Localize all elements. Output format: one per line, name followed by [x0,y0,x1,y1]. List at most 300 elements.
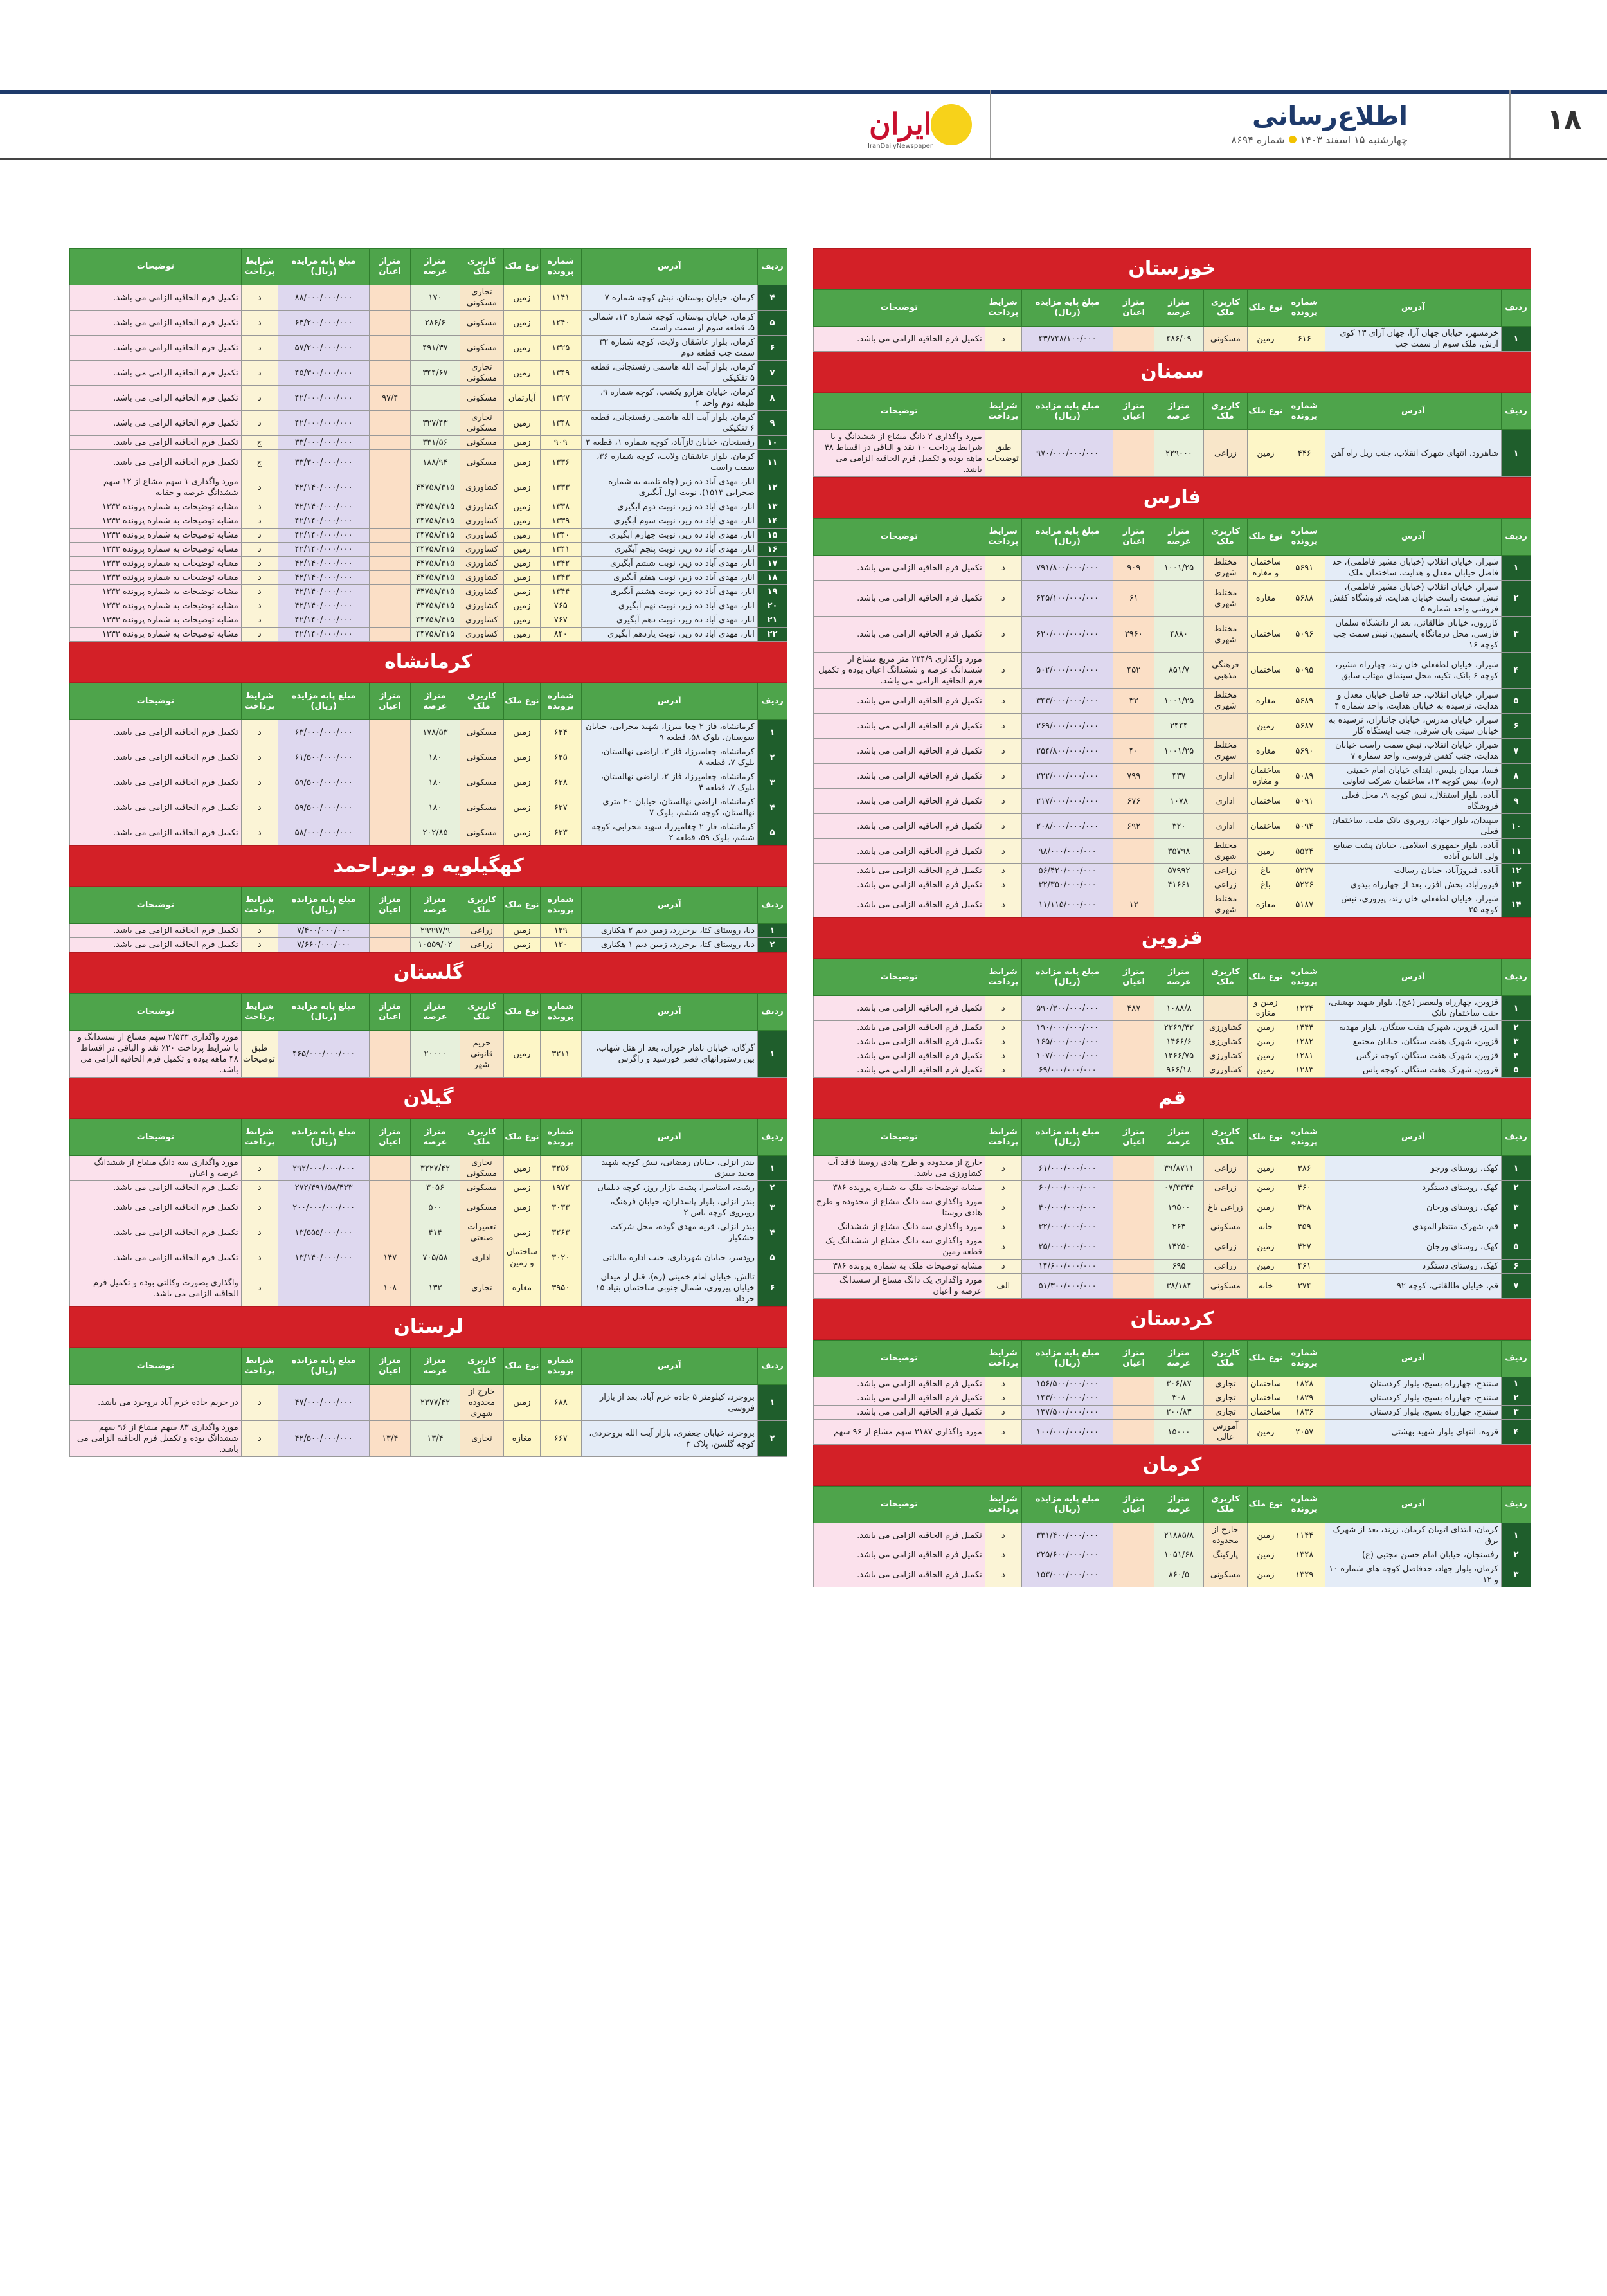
column-header: شرایط پرداخت [241,683,278,720]
table-row [814,1220,1531,1234]
province-banner: کرمانشاه [69,642,787,683]
table-cell: زمین [503,1181,540,1195]
table-cell: ۱۸ [757,571,787,585]
table-cell: ۱۳۰ [540,938,581,952]
table-cell [1113,1406,1154,1420]
table-cell: ساختمان [1247,814,1284,839]
column-header: مبلغ پایه مزایده (ریال) [278,249,370,285]
table-cell [370,585,411,599]
auction-table [69,1119,787,1306]
table-cell: ۴۲/۱۴۰/۰۰۰/۰۰۰ [278,571,370,585]
table-cell: مسکونی [460,336,503,361]
table-cell: ۱۲۸۳ [1284,1063,1325,1078]
table-cell: د [985,1021,1021,1035]
table-row [70,1031,787,1078]
table-cell: ۴۵۹ [1284,1220,1325,1234]
table-cell: ۲۱۷/۰۰۰/۰۰۰/۰۰۰ [1021,789,1113,814]
table-cell: مغازه [1247,739,1284,764]
table-cell: ۶ [1501,714,1531,739]
table-cell: تکمیل فرم الحاقیه الزامی می باشد. [814,556,985,581]
table-cell: ۳۹۵۰ [540,1270,581,1306]
table-cell: ۱۳/۵۵۵/۰۰۰/۰۰۰ [278,1220,370,1245]
column-header: کاربری ملک [1203,1119,1247,1156]
table-cell: فسا، میدان بلیس، ابتدای خیابان امام خمینی (ره)، نبش کوچه ۱۲، ساختمان شرکت تعاونی [1325,764,1501,789]
column-header: کاربری ملک [1203,290,1247,327]
table-cell: کشاورزی [460,571,503,585]
table-cell: ۴۲/۱۴۰/۰۰۰/۰۰۰ [278,557,370,571]
table-cell: ۴۴۷۵۸/۳۱۵ [411,557,460,571]
column-header: متراژ عرصه [411,249,460,285]
table-cell [370,770,411,795]
table-cell: مسکونی [460,1195,503,1220]
table-cell: ۵۰۹۵ [1284,653,1325,689]
table-cell: ۵۹/۵۰۰/۰۰۰/۰۰۰ [278,795,370,820]
table-cell: ۴۲/۰۰۰/۰۰۰/۰۰۰ [278,386,370,411]
table-cell: ۳۴۴/۶۷ [411,361,460,386]
column-header: نوع ملک [1247,519,1284,556]
table-cell [1113,1181,1154,1195]
table-cell [1113,1274,1154,1299]
table-cell: دنا، روستای کتا، برجزرد، زمین دیم ۲ هکتاری [581,924,757,938]
table-cell: ۱۳۴۰ [540,529,581,543]
table-row [70,411,787,436]
table-row [814,1049,1531,1063]
column-header: شرایط پرداخت [241,887,278,924]
table-cell: ۴۵/۳۰۰/۰۰۰/۰۰۰ [278,361,370,386]
table-cell: ۱۳۴۲ [540,557,581,571]
table-row [814,327,1531,352]
table-cell: کشاورزی [460,628,503,642]
table-cell: ۴ [1501,653,1531,689]
table-cell: ۳ [1501,617,1531,653]
table-cell: ۱ [757,924,787,938]
table-cell: بروجرد، خیابان جعفری، بازار آیت الله بروجردی، کوچه گلشن، پلاک ۳ [581,1421,757,1457]
table-row [814,996,1531,1021]
table-cell [370,1156,411,1181]
column-header: ردیف [757,1348,787,1385]
table-cell: ۵۶۸۹ [1284,689,1325,714]
table-cell: زمین [503,475,540,500]
table-cell [370,514,411,529]
table-cell: شیراز، خیابان لطفعلی خان زند، پیروزی، نبش کوچه ۳۵ [1325,892,1501,917]
table-cell: ۱۳۲۵ [540,336,581,361]
table-cell: آباده، بلوار جمهوری اسلامی، خیابان پشت صنایع ولی الیاس آباده [1325,839,1501,864]
table-cell [1113,1377,1154,1391]
table-cell: ۴۷/۰۰۰/۰۰۰/۰۰۰ [278,1385,370,1421]
province-banner: گلستان [69,952,787,993]
table-cell [370,543,411,557]
table-cell: زراعی [1203,1260,1247,1274]
table-cell: ۳۲۷/۴۳ [411,411,460,436]
table-cell: د [241,820,278,845]
table-cell: ۲۶۹/۰۰۰/۰۰۰/۰۰۰ [1021,714,1113,739]
table-cell: د [985,1156,1021,1181]
header-divider [1509,90,1511,158]
auction-table [813,393,1531,477]
column-header: شماره پرونده [1284,393,1325,430]
table-cell: ۳۲ [1113,689,1154,714]
column-header: متراژ عرصه [411,1348,460,1385]
table-cell: زمین [503,1385,540,1421]
table-cell: مسکونی [460,795,503,820]
table-row [70,1181,787,1195]
table-cell: ۹۷/۴ [370,386,411,411]
table-cell: ۵۶۹۱ [1284,556,1325,581]
table-cell [1113,878,1154,892]
table-cell: ۱۳/۴ [370,1421,411,1457]
table-row [814,1377,1531,1391]
table-cell: تکمیل فرم الحاقیه الزامی می باشد. [814,1021,985,1035]
table-cell [370,1195,411,1220]
table-cell: مغازه [1247,892,1284,917]
table-cell: کشاورزی [460,543,503,557]
table-cell [370,1031,411,1078]
table-cell: دنا، روستای کتا، برجزرد، زمین دیم ۱ هکتاری [581,938,757,952]
table-cell: ۴۴۷۵۸/۳۱۵ [411,628,460,642]
table-cell: تکمیل فرم الحاقیه الزامی می باشد. [814,714,985,739]
column-header: توضیحات [70,994,242,1031]
table-cell: زمین [503,361,540,386]
header-top-rule [0,90,1607,94]
table-cell: ۷/۶۶۰/۰۰۰/۰۰۰ [278,938,370,952]
table-cell: ۴۲/۰۰۰/۰۰۰/۰۰۰ [278,411,370,436]
table-cell: د [241,745,278,770]
table-cell: ۳ [757,770,787,795]
table-cell: د [985,617,1021,653]
column-header: شماره پرونده [1284,519,1325,556]
table-cell: ۷۰۵/۵۸ [411,1245,460,1270]
table-cell: ۱ [1501,1377,1531,1391]
table-cell: ۴۱۴ [411,1220,460,1245]
table-row [70,770,787,795]
table-cell: مغازه [503,1270,540,1306]
table-cell: ۱۳ [757,500,787,514]
column-header: مبلغ پایه مزایده (ریال) [278,1119,370,1156]
table-cell: د [985,653,1021,689]
column-header: مبلغ پایه مزایده (ریال) [1021,1119,1113,1156]
table-cell: ۱۳۳۶ [540,450,581,475]
table-cell: تعمیرات صنعتی [460,1220,503,1245]
table-cell: ۴۲/۱۴۰/۰۰۰/۰۰۰ [278,514,370,529]
column-header: متراژ اعیان [370,1348,411,1385]
right-column [813,248,1531,1587]
column-header: آدرس [1325,1487,1501,1523]
table-cell: زراعی [1203,1234,1247,1260]
table-cell: ۵۵۲۴ [1284,839,1325,864]
column-header: ردیف [757,887,787,924]
table-cell: انار، مهدی آباد ده زیر (چاه تلمبه به شماره صحرایی ۱۵۱۳)، نوبت اول آبگیری [581,475,757,500]
table-cell: ۳۳۱/۴۰۰/۰۰۰/۰۰۰ [1021,1523,1113,1548]
table-cell: ۳۲/۳۵۰/۰۰۰/۰۰۰ [1021,878,1113,892]
table-cell: ۴۳۷ [1154,764,1204,789]
table-cell: شیراز، خیابان انقلاب، حد فاصل خیابان معدل و هدایت، نرسیده به خیابان هدایت، واحد شماره ۴ [1325,689,1501,714]
table-cell: د [985,1063,1021,1078]
table-cell: ساختمان [1247,1406,1284,1420]
table-cell: ۱۱ [757,450,787,475]
table-cell: ۱ [757,720,787,745]
table-cell: ۸۵۱/۷ [1154,653,1204,689]
table-cell: زمین [1247,1420,1284,1445]
table-cell [1113,1035,1154,1049]
table-cell: ۱۶ [757,543,787,557]
column-header: توضیحات [814,959,985,996]
left-column [69,248,787,1457]
table-cell: مشابه توضیحات ملک به شماره پرونده ۳۸۶ [814,1260,985,1274]
table-cell: زمین [1247,714,1284,739]
auction-table [69,1348,787,1457]
table-cell: د [241,543,278,557]
table-cell: کرمانشاه، چغامیرزا، فاز ۲، اراضی نهالستان، بلوک ۷، قطعه ۴ [581,770,757,795]
table-row [70,820,787,845]
table-cell: ۳۰۳۳ [540,1195,581,1220]
table-cell: ج [241,436,278,450]
table-cell: ۱۹۷۲ [540,1181,581,1195]
table-cell: ۴۴۷۵۸/۳۱۵ [411,500,460,514]
table-cell: ۲۶۴ [1154,1220,1204,1234]
table-cell: ۵ [1501,1234,1531,1260]
table-cell: ۱۴۶۶/۷۵ [1154,1049,1204,1063]
table-cell: د [241,571,278,585]
table-cell: ۵۸/۰۰۰/۰۰۰/۰۰۰ [278,820,370,845]
table-cell: شاهرود، انتهای شهرک انقلاب، جنب ریل راه آهن [1325,430,1501,477]
table-cell: زمین [503,795,540,820]
table-cell: کرمان، بلوار عاشقان ولایت، کوچه شماره ۳۶، سمت راست [581,450,757,475]
table-cell: ۴۲/۵۰۰/۰۰۰/۰۰۰ [278,1421,370,1457]
table-cell: ۴۴۷۵۸/۳۱۵ [411,585,460,599]
table-cell: ۶ [757,1270,787,1306]
table-cell: بندر انزلی، قریه مهدی گوده، محل شرکت خشکبار [581,1220,757,1245]
table-cell: د [241,1181,278,1195]
table-cell: ۲۱۸۸۵/۸ [1154,1523,1204,1548]
column-header: متراژ عرصه [411,683,460,720]
column-header: آدرس [581,249,757,285]
column-header: شماره پرونده [540,683,581,720]
table-cell: زراعی [1203,1181,1247,1195]
table-cell: ۱ [1501,996,1531,1021]
table-cell [370,529,411,543]
auction-table [813,1486,1531,1587]
table-cell: ۱۷۰ [411,285,460,311]
table-cell: زمین [503,571,540,585]
table-cell: د [985,996,1021,1021]
table-cell [370,745,411,770]
table-cell: زمین و مغازه [1247,996,1284,1021]
table-cell: ۱۷ [757,557,787,571]
table-cell: د [241,311,278,336]
table-cell: ۳ [1501,1406,1531,1420]
table-cell: د [241,1421,278,1457]
table-cell: ۵۰۲/۰۰۰/۰۰۰/۰۰۰ [1021,653,1113,689]
table-cell: طبق توضیحات [241,1031,278,1078]
table-cell: مسکونی [460,311,503,336]
column-header: کاربری ملک [1203,1487,1247,1523]
table-cell [1113,1234,1154,1260]
table-cell: ۴۴۷۵۸/۳۱۵ [411,599,460,613]
table-cell: ۱۰۷/۰۰۰/۰۰۰/۰۰۰ [1021,1049,1113,1063]
table-cell [1113,327,1154,352]
column-header: شماره پرونده [1284,1341,1325,1377]
table-cell: تکمیل فرم الحاقیه الزامی می باشد. [70,285,242,311]
page-header [0,90,1607,161]
table-cell: د [985,1420,1021,1445]
table-cell: تکمیل فرم الحاقیه الزامی می باشد. [814,1391,985,1406]
table-cell: مسکونی [460,745,503,770]
table-cell: د [985,1391,1021,1406]
table-cell: کرمانشاه، اراضی نهالستان، خیابان ۲۰ متری نهالستان، کوچه ششم، بلوک ۷ [581,795,757,820]
table-row [70,361,787,386]
table-cell [370,795,411,820]
table-cell: سنندج، چهارراه بسیج، بلوار کردستان [1325,1377,1501,1391]
column-header: توضیحات [70,1119,242,1156]
table-row [70,1156,787,1181]
table-row [70,599,787,613]
table-cell: ۶۷۶ [1113,789,1154,814]
column-header: مبلغ پایه مزایده (ریال) [1021,1341,1113,1377]
table-cell [1203,996,1247,1021]
table-cell: مسکونی [460,1181,503,1195]
table-cell: مورد واگذاری سه دانگ مشاع از محدوده و طرح هادی روستا [814,1195,985,1220]
table-cell: ۳۰۶/۸۷ [1154,1377,1204,1391]
table-cell: د [241,557,278,571]
table-cell: ۱۴۴۴ [1284,1021,1325,1035]
column-header: ردیف [757,1119,787,1156]
table-cell: مشابه توضیحات به شماره پرونده ۱۳۳۳ [70,628,242,642]
table-cell: مسکونی [1203,1562,1247,1587]
table-cell [370,557,411,571]
table-cell: ۶۲۵ [540,745,581,770]
table-cell: ۹۶۶/۱۸ [1154,1063,1204,1078]
column-header: مبلغ پایه مزایده (ریال) [1021,290,1113,327]
table-cell: کشاورزی [460,613,503,628]
table-cell: ۴ [757,795,787,820]
table-cell: مختلط شهری [1203,892,1247,917]
table-row [70,585,787,599]
table-cell: شیراز، خیابان انقلاب (خیابان مشیر فاطمی)، حد فاصل خیابان معدل و هدایت، ساختمان ملک [1325,556,1501,581]
table-cell [370,475,411,500]
table-cell: مختلط شهری [1203,581,1247,617]
table-cell: مسکونی [1203,1220,1247,1234]
table-cell: ۱۹ [757,585,787,599]
column-header: آدرس [581,1348,757,1385]
table-cell: ۳۰۸ [1154,1391,1204,1406]
table-row [70,311,787,336]
table-cell: ۴ [1501,1420,1531,1445]
table-row [70,543,787,557]
table-cell: زمین [503,613,540,628]
table-cell: کشاورزی [460,475,503,500]
table-cell: ۱ [1501,327,1531,352]
column-header: متراژ اعیان [1113,1341,1154,1377]
table-cell: د [985,839,1021,864]
table-cell: ۱۸۰ [411,770,460,795]
column-header: مبلغ پایه مزایده (ریال) [278,887,370,924]
table-cell: ۱۰۷۸ [1154,789,1204,814]
table-cell: ۱۵۶/۵۰۰/۰۰۰/۰۰۰ [1021,1377,1113,1391]
province-banner: کهگیلویه و بویراحمد [69,845,787,887]
column-header: ردیف [757,249,787,285]
table-cell: ۲ [1501,581,1531,617]
table-cell: ۲۲۲/۰۰۰/۰۰۰/۰۰۰ [1021,764,1113,789]
table-row [814,1260,1531,1274]
table-cell: ۱۰۰۱/۲۵ [1154,739,1204,764]
table-row [70,1220,787,1245]
table-cell: مورد واگذاری یک دانگ مشاع از ششدانگ عرصه و اعیان [814,1274,985,1299]
table-cell: د [985,789,1021,814]
table-cell: زمین [503,311,540,336]
table-cell: زمین [503,585,540,599]
table-row [70,1195,787,1220]
table-cell: ۸۸/۰۰۰/۰۰۰/۰۰۰ [278,285,370,311]
column-header: نوع ملک [1247,290,1284,327]
column-header: مبلغ پایه مزایده (ریال) [278,1348,370,1385]
column-header: کاربری ملک [460,1348,503,1385]
table-row [814,653,1531,689]
table-cell: رفسنجان، خیابان امام حسن مجتبی (ع) [1325,1548,1501,1562]
table-cell: د [241,411,278,436]
table-cell: ۲۷۲/۴۹۱/۵۸/۴۳۳ [278,1181,370,1195]
table-cell: ۱ [1501,1156,1531,1181]
newspaper-logo: ایران IranDailyNewspaper [861,104,977,150]
table-cell: ۵۲۲۷ [1284,864,1325,878]
table-cell: ۵۷۹۹۲ [1154,864,1204,878]
table-cell: حریم قانونی شهر [460,1031,503,1078]
column-header: متراژ عرصه [1154,1119,1204,1156]
table-cell: ۶۱۶ [1284,327,1325,352]
table-row [70,436,787,450]
table-cell: انار، مهدی آباد ده زیر، نوبت هشتم آبگیری [581,585,757,599]
table-cell: قزوین، شهرک هفت ستگان، خیابان مجتمع [1325,1035,1501,1049]
table-cell: تکمیل فرم الحاقیه الزامی می باشد. [70,361,242,386]
table-cell: کازرون، خیابان طالقانی، بعد از دانشگاه سلمان فارسی، محل درمانگاه یاسمین، نبش سمت چپ کوچه ۱۶ [1325,617,1501,653]
table-cell: بروجرد، کیلومتر ۵ جاده خرم آباد، بعد از بازار فروشی [581,1385,757,1421]
column-header: مبلغ پایه مزایده (ریال) [1021,393,1113,430]
table-cell: ۸ [1501,764,1531,789]
table-cell: بندر انزلی، خیابان رمضانی، نبش کوچه شهید مجید سبزی [581,1156,757,1181]
table-cell: قم، شهرک منتظرالمهدی [1325,1220,1501,1234]
table-cell: ۱۳۷/۵۰۰/۰۰۰/۰۰۰ [1021,1406,1113,1420]
table-cell: د [241,500,278,514]
table-cell: ۲ [1501,1548,1531,1562]
table-row [814,1391,1531,1406]
table-cell: ۲ [757,745,787,770]
table-cell: ۲ [1501,1021,1531,1035]
table-cell: ۳۵۷۹۸ [1154,839,1204,864]
table-cell: آباده، فیروزآباد، خیابان رسالت [1325,864,1501,878]
table-cell: ۲۸۶/۶ [411,311,460,336]
table-cell: ۱۲۹ [540,924,581,938]
table-cell: ۲۹۶۰ [1113,617,1154,653]
table-row [814,1035,1531,1049]
table-cell: ۱۲۸۱ [1284,1049,1325,1063]
column-header: نوع ملک [503,1119,540,1156]
table-cell: تکمیل فرم الحاقیه الزامی می باشد. [70,436,242,450]
table-cell: د [241,720,278,745]
table-cell: زمین [503,599,540,613]
table-cell: تکمیل فرم الحاقیه الزامی می باشد. [814,739,985,764]
table-cell: ۱۲ [1501,864,1531,878]
table-cell: ۵۰۸۹ [1284,764,1325,789]
table-cell: د [985,1234,1021,1260]
table-cell: ۴۶۰ [1284,1181,1325,1195]
table-cell: ۱۳۳۸ [540,500,581,514]
table-cell: ۱۳/۴ [411,1421,460,1457]
table-cell: ۱ [1501,430,1531,477]
table-cell: ۴۲/۱۴۰/۰۰۰/۰۰۰ [278,628,370,642]
table-cell: ۹ [1501,789,1531,814]
table-cell: د [241,795,278,820]
table-cell: ۶ [757,336,787,361]
table-cell: تکمیل فرم الحاقیه الزامی می باشد. [70,386,242,411]
